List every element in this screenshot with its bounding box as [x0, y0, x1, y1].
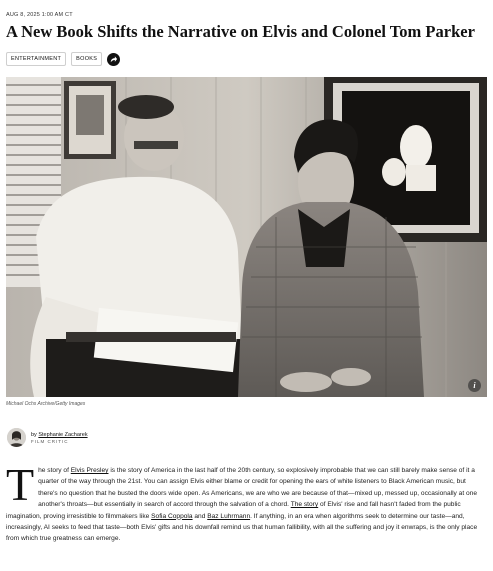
- hero-photo: [6, 77, 487, 397]
- drop-cap: T: [6, 459, 35, 510]
- author-avatar[interactable]: [7, 428, 26, 447]
- byline-prefix: by: [31, 432, 37, 438]
- body-text-3: of Elvis' rise and fall hasn't faded from the public imagination, proving irresistible to filmmakers like: [6, 501, 461, 520]
- link-sofia-coppola[interactable]: Sofia Coppola: [151, 512, 193, 520]
- body-text-2: is the story of America in the last half of the 20th century, so explosively improbable that we can still barely make sense of it a quarter of the way through the 21st. You can assign Elvis either blame or credit for opening the ears of white listeners to Black American music, but there's no question that he busted the doors wide open. As Americans, we are who we are because of that—mixed up, messed up, occasionally at one another's throats—but essentially in search of accord through the salvation of a chord.: [38, 467, 478, 509]
- body-text-1: he story of: [38, 467, 71, 474]
- tag-entertainment[interactable]: ENTERTAINMENT: [6, 52, 66, 66]
- headline: A New Book Shifts the Narrative on Elvis and Colonel Tom Parker: [6, 22, 475, 41]
- link-baz-luhrmann[interactable]: Baz Luhrmann: [207, 512, 251, 520]
- photo-credit: Michael Ochs Archive/Getty Images: [6, 401, 86, 407]
- share-button[interactable]: [107, 53, 120, 66]
- tag-list: [6, 52, 120, 66]
- hero-photo-illustration: [6, 77, 487, 397]
- byline-text: [31, 431, 88, 444]
- author-link[interactable]: Stephanie Zacharek: [38, 432, 88, 438]
- photo-info-button[interactable]: i: [468, 379, 481, 392]
- author-role: FILM CRITIC: [31, 439, 69, 444]
- link-elvis-presley[interactable]: Elvis Presley: [70, 467, 109, 474]
- byline: [7, 428, 88, 447]
- body-text-4: and: [192, 512, 208, 520]
- tag-books[interactable]: BOOKS: [71, 52, 102, 66]
- dateline: AUG 8, 2025 1:00 AM CT: [6, 12, 73, 18]
- share-arrow-icon: [109, 55, 118, 64]
- body-text-5: . If anything, in an era when algorithms seek to determine our taste—and, increasingly, AI seeks to feed that taste—both Elvis' gifts and his downfall remind us that human fallibility, with all the suffering and joy it enwraps, is the only place from which true greatness can emerge.: [6, 512, 478, 543]
- link-the-story[interactable]: The story: [290, 501, 319, 509]
- article-body: [6, 459, 487, 545]
- byline-line: [31, 431, 88, 439]
- author-portrait-icon: [7, 428, 26, 447]
